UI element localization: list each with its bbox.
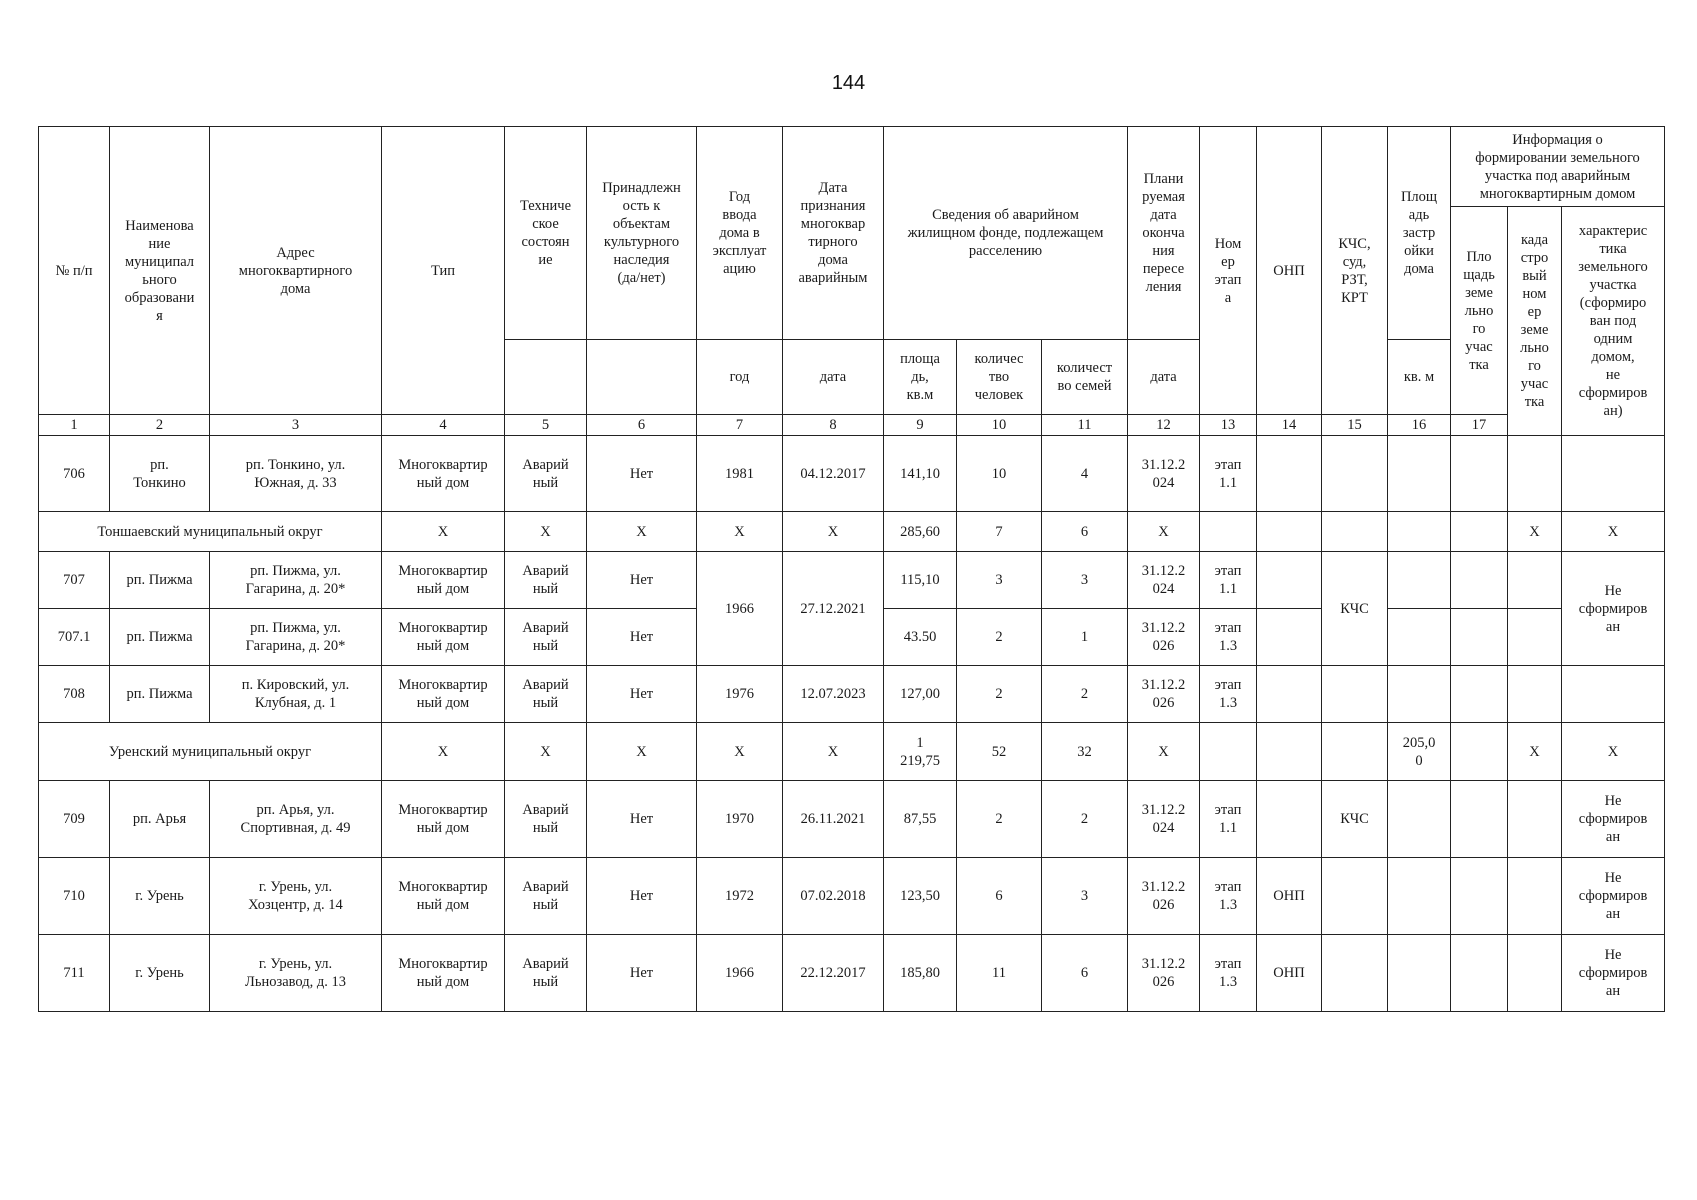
cell-families: 4: [1042, 436, 1128, 512]
cell-onp: ОНП: [1257, 858, 1322, 935]
cell-land-characteristic: [1562, 666, 1665, 723]
cell-plan-date: 31.12.2 024: [1128, 552, 1200, 609]
cell-stage: этап 1.1: [1200, 781, 1257, 858]
cell-stage: этап 1.3: [1200, 858, 1257, 935]
cell-area: 43.50: [884, 609, 957, 666]
cell-municipality: рп. Пижма: [110, 609, 210, 666]
cell-cadastral: [1508, 609, 1562, 666]
cell-address: рп. Тонкино, ул. Южная, д. 33: [210, 436, 382, 512]
cell-kchs: [1322, 858, 1388, 935]
cell-plan-date: 31.12.2 026: [1128, 935, 1200, 1012]
cell-municipality: рп. Арья: [110, 781, 210, 858]
cell-state: Аварий ный: [505, 781, 587, 858]
header-tech-state: Техниче ское состоян ие: [505, 127, 587, 340]
cell-heritage: Нет: [587, 666, 697, 723]
table-row-709: [39, 781, 1665, 858]
cell-people: 2: [957, 781, 1042, 858]
cell-plan-date: X: [1128, 512, 1200, 552]
table-row-711: [39, 935, 1665, 1012]
header-row-1: [39, 127, 1665, 207]
col-number: 17: [1451, 415, 1508, 436]
cell-people: 52: [957, 723, 1042, 781]
cell-type: Многоквартир ный дом: [382, 609, 505, 666]
col-number: 7: [697, 415, 783, 436]
cell-cadastral: [1508, 935, 1562, 1012]
cell-heritage: Нет: [587, 436, 697, 512]
table-row-710: [39, 858, 1665, 935]
cell-heritage: X: [587, 512, 697, 552]
cell-type: X: [382, 512, 505, 552]
cell-onp: [1257, 723, 1322, 781]
cell-people: 2: [957, 609, 1042, 666]
header-recognition-date: Дата признания многоквар тирного дома аварийным: [783, 127, 884, 340]
cell-stage: этап 1.3: [1200, 666, 1257, 723]
cell-land-characteristic: Не сформиров ан: [1562, 781, 1665, 858]
header-heritage-sub: [587, 340, 697, 415]
header-cadastral: када стро вый ном ер земе льно го учас тка: [1508, 207, 1562, 436]
cell-land-characteristic: Не сформиров ан: [1562, 858, 1665, 935]
cell-built-area: [1388, 436, 1451, 512]
cell-address: рп. Арья, ул. Спортивная, д. 49: [210, 781, 382, 858]
cell-land-area: [1451, 781, 1508, 858]
cell-built-area: [1388, 609, 1451, 666]
cell-year: X: [697, 723, 783, 781]
cell-area: 1 219,75: [884, 723, 957, 781]
cell-land-characteristic: Не сформиров ан: [1562, 935, 1665, 1012]
cell-cadastral: [1508, 858, 1562, 935]
cell-land-characteristic: [1562, 436, 1665, 512]
cell-plan-date: 31.12.2 024: [1128, 781, 1200, 858]
subtotal-label: Уренский муниципальный округ: [39, 723, 382, 781]
header-sub-built-area: кв. м: [1388, 340, 1451, 415]
cell-municipality: г. Урень: [110, 858, 210, 935]
cell-people: 2: [957, 666, 1042, 723]
cell-type: Многоквартир ный дом: [382, 781, 505, 858]
cell-num: 707: [39, 552, 110, 609]
cell-onp: [1257, 436, 1322, 512]
cell-address: г. Урень, ул. Хозцентр, д. 14: [210, 858, 382, 935]
cell-onp: [1257, 609, 1322, 666]
table-row-707: [39, 552, 1665, 609]
cell-built-area: [1388, 666, 1451, 723]
col-number: 15: [1322, 415, 1388, 436]
header-heritage: Принадлежн ость к объектам культурного наследия (да/нет): [587, 127, 697, 340]
header-land-info: Информация о формировании земельного участка под аварийным многоквартирным домом: [1451, 127, 1665, 207]
header-address: Адрес многоквартирного дома: [210, 127, 382, 415]
cell-people: 6: [957, 858, 1042, 935]
cell-date: 04.12.2017: [783, 436, 884, 512]
cell-people: 10: [957, 436, 1042, 512]
cell-address: рп. Пижма, ул. Гагарина, д. 20*: [210, 609, 382, 666]
cell-families: 1: [1042, 609, 1128, 666]
header-onp: ОНП: [1257, 127, 1322, 415]
cell-date: 12.07.2023: [783, 666, 884, 723]
cell-kchs: [1322, 436, 1388, 512]
cell-built-area: [1388, 781, 1451, 858]
header-municipality: Наименова ние муниципал ьного образовани я: [110, 127, 210, 415]
table-row-706: [39, 436, 1665, 512]
cell-type: X: [382, 723, 505, 781]
header-sub-plan-date: дата: [1128, 340, 1200, 415]
subtotal-label: Тоншаевский муниципальный округ: [39, 512, 382, 552]
cell-people: 7: [957, 512, 1042, 552]
cell-state: Аварий ный: [505, 436, 587, 512]
cell-year: 1966: [697, 552, 783, 666]
cell-area: 185,80: [884, 935, 957, 1012]
col-number: 14: [1257, 415, 1322, 436]
cell-date: 22.12.2017: [783, 935, 884, 1012]
cell-stage: [1200, 512, 1257, 552]
cell-plan-date: 31.12.2 024: [1128, 436, 1200, 512]
cell-built-area: 205,0 0: [1388, 723, 1451, 781]
cell-municipality: г. Урень: [110, 935, 210, 1012]
cell-address: г. Урень, ул. Льнозавод, д. 13: [210, 935, 382, 1012]
cell-heritage: X: [587, 723, 697, 781]
cell-families: 32: [1042, 723, 1128, 781]
col-number: 1: [39, 415, 110, 436]
cell-num: 711: [39, 935, 110, 1012]
cell-municipality: рп. Пижма: [110, 666, 210, 723]
header-stage: Ном ер этап а: [1200, 127, 1257, 415]
cell-area: 141,10: [884, 436, 957, 512]
subtotal-row-urensky: [39, 723, 1665, 781]
cell-kchs: [1322, 512, 1388, 552]
cell-type: Многоквартир ный дом: [382, 935, 505, 1012]
cell-land-area: [1451, 552, 1508, 609]
cell-onp: [1257, 781, 1322, 858]
cell-address: рп. Пижма, ул. Гагарина, д. 20*: [210, 552, 382, 609]
cell-heritage: Нет: [587, 781, 697, 858]
header-sub-area: площа дь, кв.м: [884, 340, 957, 415]
col-number: 16: [1388, 415, 1451, 436]
cell-stage: [1200, 723, 1257, 781]
cell-land-characteristic: X: [1562, 512, 1665, 552]
cell-land-area: [1451, 666, 1508, 723]
cell-plan-date: X: [1128, 723, 1200, 781]
cell-land-characteristic: Не сформиров ан: [1562, 552, 1665, 666]
cell-type: Многоквартир ный дом: [382, 552, 505, 609]
cell-num: 706: [39, 436, 110, 512]
emergency-housing-table: [38, 126, 1665, 1012]
col-number: 5: [505, 415, 587, 436]
header-land-area: Пло щадь земе льно го учас тка: [1451, 207, 1508, 415]
cell-year: 1966: [697, 935, 783, 1012]
cell-heritage: Нет: [587, 858, 697, 935]
page-number: 144: [831, 72, 866, 94]
table-row-708: [39, 666, 1665, 723]
cell-num: 710: [39, 858, 110, 935]
cell-kchs: КЧС: [1322, 781, 1388, 858]
cell-num: 707.1: [39, 609, 110, 666]
cell-onp: ОНП: [1257, 935, 1322, 1012]
cell-stage: этап 1.3: [1200, 935, 1257, 1012]
cell-cadastral: [1508, 436, 1562, 512]
cell-year: 1972: [697, 858, 783, 935]
cell-date: 26.11.2021: [783, 781, 884, 858]
cell-plan-date: 31.12.2 026: [1128, 666, 1200, 723]
header-sub-families: количест во семей: [1042, 340, 1128, 415]
header-sub-date: дата: [783, 340, 884, 415]
cell-cadastral: [1508, 781, 1562, 858]
header-num: № п/п: [39, 127, 110, 415]
cell-land-area: [1451, 512, 1508, 552]
cell-built-area: [1388, 552, 1451, 609]
cell-built-area: [1388, 935, 1451, 1012]
header-built-area: Площ адь застр ойки дома: [1388, 127, 1451, 340]
col-number: 2: [110, 415, 210, 436]
cell-families: 6: [1042, 935, 1128, 1012]
cell-plan-date: 31.12.2 026: [1128, 609, 1200, 666]
subtotal-row-tonshaevsky: [39, 512, 1665, 552]
header-land-characteristic: характерис тика земельного участка (сформиро ван под одним домом, не сформиров ан): [1562, 207, 1665, 436]
header-type: Тип: [382, 127, 505, 415]
cell-families: 2: [1042, 781, 1128, 858]
cell-stage: этап 1.1: [1200, 436, 1257, 512]
cell-state: X: [505, 512, 587, 552]
column-numbers-row: [39, 415, 1665, 436]
col-number: 3: [210, 415, 382, 436]
cell-state: Аварий ный: [505, 552, 587, 609]
col-number: 11: [1042, 415, 1128, 436]
cell-families: 3: [1042, 858, 1128, 935]
cell-num: 709: [39, 781, 110, 858]
cell-state: Аварий ный: [505, 858, 587, 935]
col-number: 10: [957, 415, 1042, 436]
header-kchs: КЧС, суд, РЗТ, КРТ: [1322, 127, 1388, 415]
cell-type: Многоквартир ный дом: [382, 436, 505, 512]
cell-onp: [1257, 552, 1322, 609]
header-tech-state-sub: [505, 340, 587, 415]
cell-cadastral: X: [1508, 512, 1562, 552]
cell-land-area: [1451, 436, 1508, 512]
cell-state: X: [505, 723, 587, 781]
cell-year: 1970: [697, 781, 783, 858]
col-number: 6: [587, 415, 697, 436]
cell-cadastral: [1508, 552, 1562, 609]
cell-cadastral: X: [1508, 723, 1562, 781]
cell-people: 3: [957, 552, 1042, 609]
cell-municipality: рп. Тонкино: [110, 436, 210, 512]
cell-municipality: рп. Пижма: [110, 552, 210, 609]
cell-cadastral: [1508, 666, 1562, 723]
header-sub-year: год: [697, 340, 783, 415]
col-number: 4: [382, 415, 505, 436]
cell-area: 285,60: [884, 512, 957, 552]
cell-state: Аварий ный: [505, 935, 587, 1012]
cell-stage: этап 1.3: [1200, 609, 1257, 666]
cell-heritage: Нет: [587, 935, 697, 1012]
cell-area: 123,50: [884, 858, 957, 935]
cell-year: X: [697, 512, 783, 552]
header-year: Год ввода дома в эксплуат ацию: [697, 127, 783, 340]
cell-state: Аварий ный: [505, 609, 587, 666]
cell-kchs: КЧС: [1322, 552, 1388, 666]
cell-land-area: [1451, 609, 1508, 666]
cell-kchs: [1322, 723, 1388, 781]
cell-area: 115,10: [884, 552, 957, 609]
cell-date: X: [783, 723, 884, 781]
col-number: 9: [884, 415, 957, 436]
cell-land-characteristic: X: [1562, 723, 1665, 781]
cell-stage: этап 1.1: [1200, 552, 1257, 609]
cell-built-area: [1388, 858, 1451, 935]
cell-land-area: [1451, 723, 1508, 781]
cell-type: Многоквартир ный дом: [382, 858, 505, 935]
cell-type: Многоквартир ный дом: [382, 666, 505, 723]
cell-people: 11: [957, 935, 1042, 1012]
cell-num: 708: [39, 666, 110, 723]
cell-land-area: [1451, 858, 1508, 935]
header-planned-date: Плани руемая дата оконча ния пересе ления: [1128, 127, 1200, 340]
cell-date: 07.02.2018: [783, 858, 884, 935]
cell-plan-date: 31.12.2 026: [1128, 858, 1200, 935]
cell-families: 3: [1042, 552, 1128, 609]
cell-onp: [1257, 512, 1322, 552]
cell-address: п. Кировский, ул. Клубная, д. 1: [210, 666, 382, 723]
cell-area: 87,55: [884, 781, 957, 858]
cell-kchs: [1322, 666, 1388, 723]
col-number: 12: [1128, 415, 1200, 436]
cell-date: 27.12.2021: [783, 552, 884, 666]
cell-families: 6: [1042, 512, 1128, 552]
cell-year: 1976: [697, 666, 783, 723]
cell-area: 127,00: [884, 666, 957, 723]
header-sub-people: количес тво человек: [957, 340, 1042, 415]
cell-year: 1981: [697, 436, 783, 512]
cell-families: 2: [1042, 666, 1128, 723]
header-emergency-fund: Сведения об аварийном жилищном фонде, подлежащем расселению: [884, 127, 1128, 340]
cell-state: Аварий ный: [505, 666, 587, 723]
col-number: 13: [1200, 415, 1257, 436]
cell-land-area: [1451, 935, 1508, 1012]
cell-heritage: Нет: [587, 552, 697, 609]
cell-date: X: [783, 512, 884, 552]
cell-heritage: Нет: [587, 609, 697, 666]
cell-onp: [1257, 666, 1322, 723]
cell-built-area: [1388, 512, 1451, 552]
cell-kchs: [1322, 935, 1388, 1012]
col-number: 8: [783, 415, 884, 436]
